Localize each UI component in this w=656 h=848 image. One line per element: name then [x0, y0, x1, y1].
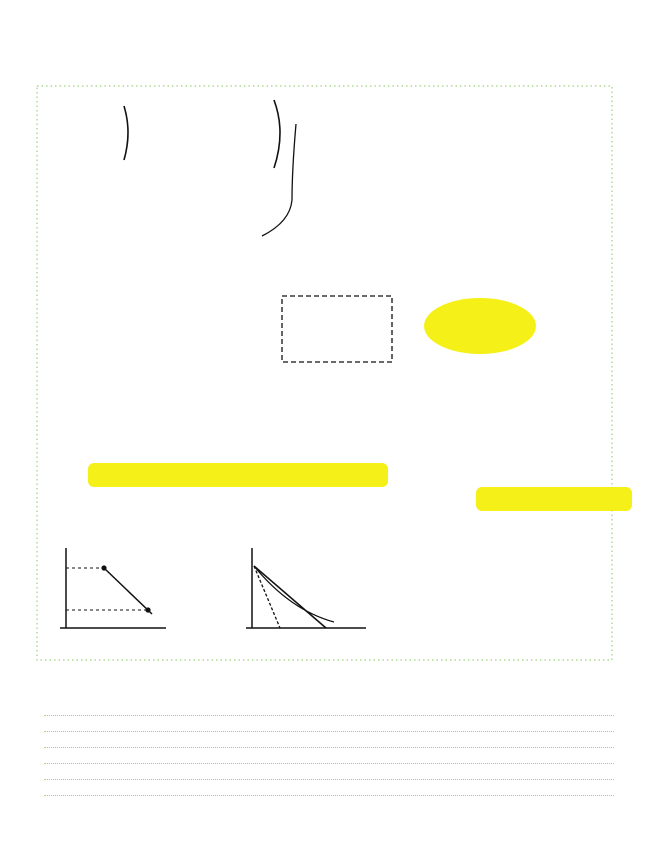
highlight-consumo-10 — [476, 487, 632, 511]
graph-budget — [246, 548, 366, 628]
dot-grid — [37, 86, 612, 660]
highlight-consumo-20 — [88, 463, 388, 487]
graph-demand — [60, 548, 166, 628]
writing-lines — [44, 700, 614, 796]
highlight-y-result — [424, 298, 536, 354]
